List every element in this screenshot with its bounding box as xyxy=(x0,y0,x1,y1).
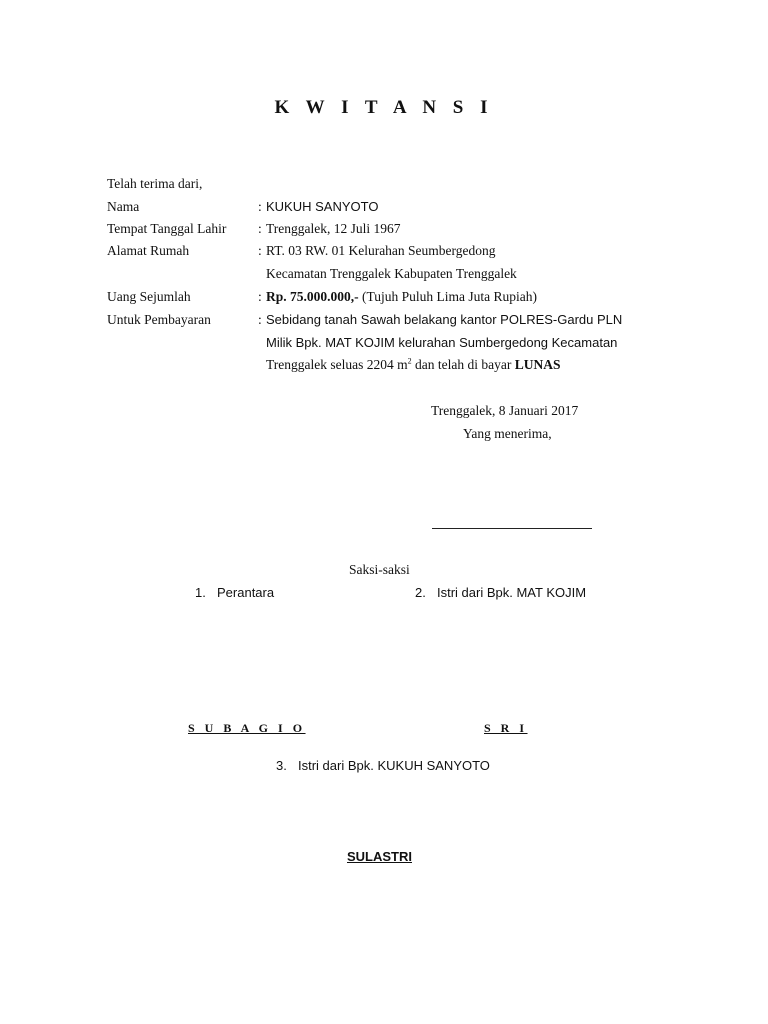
value-ttl: Trenggalek, 12 Juli 1967 xyxy=(266,221,401,236)
witness-3-role: Istri dari Bpk. KUKUH SANYOTO xyxy=(298,758,490,773)
receiver-label: Yang menerima, xyxy=(463,426,552,441)
value-pembayaran-line2: Milik Bpk. MAT KOJIM kelurahan Sumbergedong Kecamatan xyxy=(266,335,618,350)
label-uang: Uang Sejumlah xyxy=(107,289,191,304)
place-date: Trenggalek, 8 Januari 2017 xyxy=(431,403,579,418)
colon-alamat: : xyxy=(258,243,262,258)
witness-2-name: S R I xyxy=(484,721,528,735)
value-pembayaran-line1: Sebidang tanah Sawah belakang kantor POLRES-Gardu PLN xyxy=(266,312,623,327)
value-alamat-line2: Kecamatan Trenggalek Kabupaten Trenggalek xyxy=(266,266,517,281)
area-text: Trenggalek seluas 2204 m xyxy=(266,357,408,372)
value-uang xyxy=(266,289,537,305)
colon-ttl: : xyxy=(258,221,262,236)
paid-text: dan telah di bayar xyxy=(411,357,515,372)
paid-status: LUNAS xyxy=(514,357,561,372)
label-ttl: Tempat Tanggal Lahir xyxy=(107,221,227,236)
colon-uang: : xyxy=(258,289,262,304)
area-superscript: 2 xyxy=(407,356,412,366)
amount-words: (Tujuh Puluh Lima Juta Rupiah) xyxy=(358,289,538,304)
colon-nama: : xyxy=(258,199,262,214)
receiver-signature-line xyxy=(432,528,592,529)
witness-2-number: 2. xyxy=(415,585,426,600)
label-alamat: Alamat Rumah xyxy=(107,243,190,258)
colon-pembayaran: : xyxy=(258,312,262,327)
document-title: K W I T A N S I xyxy=(274,97,494,118)
value-nama: KUKUH SANYOTO xyxy=(266,199,379,214)
witness-2-role: Istri dari Bpk. MAT KOJIM xyxy=(437,585,587,600)
witness-heading: Saksi-saksi xyxy=(349,562,410,577)
witness-1-number: 1. xyxy=(195,585,206,600)
label-pembayaran: Untuk Pembayaran xyxy=(107,312,211,327)
witness-1-name: S U B A G I O xyxy=(188,721,306,735)
witness-1-role: Perantara xyxy=(217,585,275,600)
amount-number: Rp. 75.000.000,- xyxy=(266,289,359,304)
label-nama: Nama xyxy=(107,199,140,214)
witness-3-number: 3. xyxy=(276,758,287,773)
value-alamat-line1: RT. 03 RW. 01 Kelurahan Seumbergedong xyxy=(266,243,496,258)
witness-3-name: SULASTRI xyxy=(347,849,412,864)
intro-text: Telah terima dari, xyxy=(107,176,203,191)
value-pembayaran-line3 xyxy=(266,357,560,373)
